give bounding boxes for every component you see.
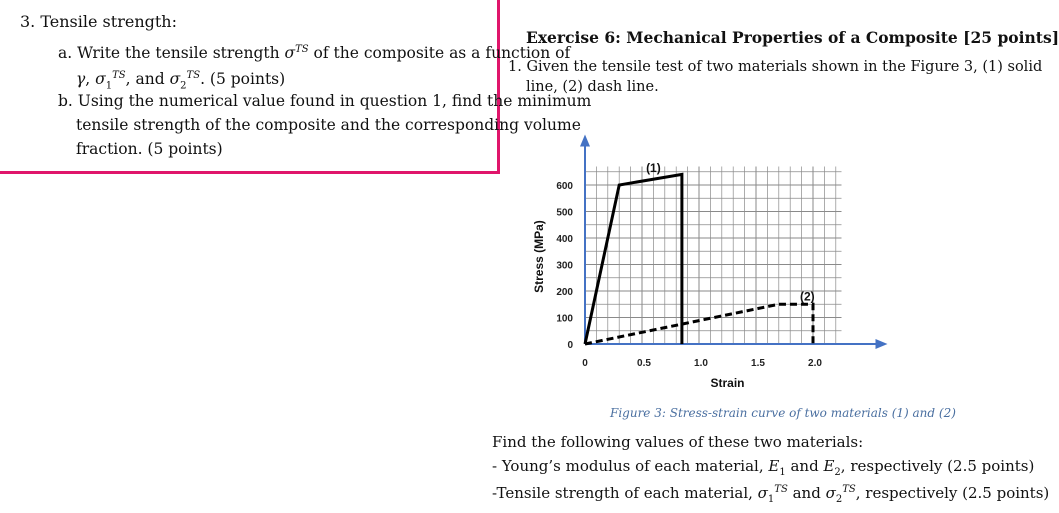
- stress-strain-chart: [520, 100, 930, 400]
- x-tick-label: 1.0: [694, 358, 708, 369]
- series-annotation-1: (1): [646, 160, 661, 175]
- y-tick-label: 200: [556, 287, 573, 298]
- series-line-1: [585, 174, 682, 344]
- y-tick-label: 500: [556, 207, 573, 219]
- exercise-title: Exercise 6: Mechanical Properties of a Composite [25 points]: [526, 28, 1059, 47]
- question-3a-vars: γ, $\sigma_1^{TS}$, and $\sigma_2^{TS}$. (5 points): [76, 70, 286, 92]
- x-tick-label: 0.5: [637, 358, 651, 369]
- question-3b-line2: tensile strength of the composite and the corresponding volume: [76, 116, 581, 134]
- x-axis-label: Strain: [710, 376, 745, 390]
- question-3b-line1: b. Using the numerical value found in question 1, find the minimum: [58, 92, 592, 110]
- x-tick-label: 1.5: [751, 358, 765, 369]
- find-intro: Find the following values of these two materials:: [492, 433, 864, 451]
- series-annotation-2: (2): [799, 289, 815, 304]
- chart-axes: [580, 134, 888, 349]
- y-tick-label: 100: [556, 313, 573, 325]
- y-tick-label: 400: [556, 234, 573, 245]
- x-tick-label: 0: [582, 358, 588, 369]
- y-tick-label: 600: [556, 181, 573, 192]
- find-item-youngs-modulus: - Young’s modulus of each material, $E_1$ and $E_2$, respectively (2.5 points): [492, 457, 1035, 478]
- question-3a: a. Write the tensile strength $\sigma^{TS}$ of the composite as a function of: [58, 44, 571, 63]
- question-3-heading: 3. Tensile strength:: [20, 12, 177, 31]
- y-axis-label: Stress (MPa): [532, 220, 546, 293]
- find-item-tensile-strength: -Tensile strength of each material, $\sigma_1^{TS}$ and $\sigma_2^{TS}$, respectively (2.5 points): [492, 484, 1050, 505]
- figure-caption: Figure 3: Stress-strain curve of two materials (1) and (2): [610, 406, 956, 420]
- chart-grid: [585, 166, 842, 344]
- y-axis-arrow-icon: [580, 134, 590, 146]
- question-3b-line3: fraction. (5 points): [76, 140, 223, 158]
- exercise-question-1-line1: 1. Given the tensile test of two materials shown in the Figure 3, (1) solid: [508, 59, 1043, 75]
- x-tick-label: 2.0: [808, 358, 822, 369]
- y-tick-label: 0: [567, 340, 573, 351]
- y-tick-label: 300: [556, 260, 573, 272]
- x-axis-arrow-icon: [876, 339, 888, 349]
- exercise-question-1-line2: line, (2) dash line.: [526, 79, 659, 95]
